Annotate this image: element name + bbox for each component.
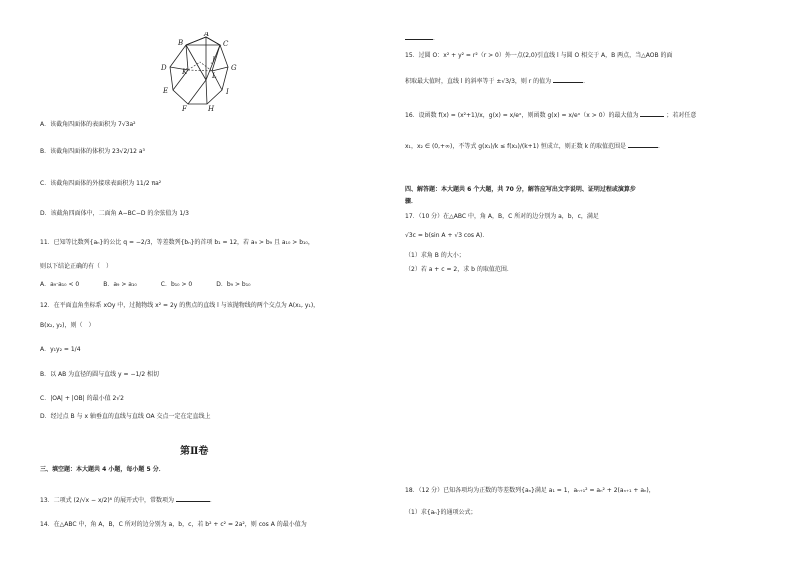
question-14-continued: ．: [405, 33, 439, 43]
vertex-label-d: D: [161, 64, 167, 72]
question-16-text: 16．设函数 f(x) = (x²+1)/x，g(x) = x/eˣ，则函数 g(x) = x/eˣ（x > 0）的最大值为: [405, 112, 639, 119]
question-17-part-1: （1）求角 B 的大小；: [405, 252, 465, 259]
vertex-label-e: E: [163, 87, 169, 95]
question-15-text: 积取最大值时，直线 l 的斜率等于 ±√3/3，则 r 的值为: [405, 78, 552, 85]
question-15: 15．过圆 O：x² + y² = r²（r > 0）外一点(2,0)引直线 l 与圆 O 相交于 A，B 两点，当△AOB 的面: [405, 52, 673, 59]
question-16: [405, 110, 696, 120]
question-17-part-2: （2）若 a + c = 2，求 b 的取值范围．: [405, 266, 513, 273]
option-b: B．该截角四面体的体积为 23√2/12 a³: [40, 148, 145, 155]
question-11-prompt: 则以下结论正确的有（ ）: [40, 263, 113, 270]
question-14: [40, 521, 307, 529]
question-17-equation: √3c = b(sin A + √3 cos A)．: [405, 232, 489, 239]
question-18-part-1: （1）求{aₙ}的通项公式；: [405, 509, 477, 516]
answer-blank: [176, 495, 210, 502]
answer-blank: [553, 76, 583, 83]
question-16-tail: ；若对任意: [666, 112, 697, 119]
vertex-label-c: C: [223, 40, 229, 48]
question-12-option-c: C．|OA| + |OB| 的最小值 2√2: [40, 395, 124, 402]
question-17: 17．（10 分）在△ABC 中，角 A，B，C 所对的边分别为 a，b，c，满足: [405, 213, 599, 220]
vertex-label-g: G: [231, 64, 237, 72]
answer-blank: [405, 33, 433, 40]
section-four-heading-cont: 骤．: [405, 198, 418, 205]
question-12-option-d: D．经过点 B 与 x 轴垂直的直线与直线 OA 交点一定在定直线上: [40, 413, 211, 420]
question-14-text: 14．在△ABC 中，角 A，B，C 所对的边分别为 a，b，c，若 b² + c² = 2a²，则 cos A 的最小值为: [40, 521, 307, 528]
section-three-heading: 三、填空题：本大题共 4 小题，每小题 5 分．: [40, 466, 165, 473]
option-c: C．该截角四面体的外接球表面积为 11/2 πa²: [40, 180, 162, 187]
question-11-options: A．a₉·a₁₀ < 0 B．a₉ > a₁₀ C．b₁₀ > 0 D．b₉ > b₁₀: [40, 281, 251, 288]
question-16-condition: x₁，x₂ ∈ (0,+∞)，不等式 g(x₁)/k ≤ f(x₂)/(k+1) 恒成立，则正数 k 的取值范围是: [405, 143, 627, 150]
question-11: 11．已知等比数列{aₙ}的公比 q = −2/3，等差数列{bₙ}的首项 b₁ = 12，若 a₉ > b₉ 且 a₁₀ > b₁₀，: [40, 239, 314, 246]
truncated-tetrahedron-figure: [160, 32, 280, 114]
question-12-prompt: B(x₂, y₂)，则（ ）: [40, 322, 95, 329]
vertex-label-h: H: [208, 105, 215, 113]
vertex-label-i: I: [226, 88, 229, 96]
vertex-label-a: A: [204, 32, 210, 38]
question-12-option-b: B．以 AB 为直径的圆与直线 y = −1/2 相切: [40, 371, 160, 378]
section-four-heading: 四、解答题：本大题共 6 个大题，共 70 分，解答应写出文字说明、证明过程或演算步: [405, 186, 636, 193]
question-15-line-2: 积取最大值时，直线 l 的斜率等于 ±√3/3，则 r 的值为 ．: [405, 78, 590, 85]
question-13: 13．二项式 (2/√x − x/2)⁶ 的展开式中，常数项为 ．: [40, 497, 216, 504]
vertex-label-f: F: [182, 105, 187, 113]
vertex-label-b: B: [178, 39, 184, 47]
option-a: A．该截角四面体的表面积为 7√3a²: [40, 121, 136, 128]
question-18: 18．（12 分）已知各项均为正数的等差数列{aₙ}满足 a₁ = 1，aₙ₊₁² = aₙ² + 2(aₙ₊₁ + aₙ)，: [405, 487, 655, 494]
question-12-option-a: A．y₁y₂ = 1/4: [40, 346, 81, 353]
part-two-heading: 第Ⅱ卷: [180, 446, 209, 457]
question-16-line-2: x₁，x₂ ∈ (0,+∞)，不等式 g(x₁)/k ≤ f(x₂)/(k+1) 恒成立，则正数 k 的取值范围是 ．: [405, 143, 664, 150]
vertex-label-j: J: [212, 56, 215, 64]
vertex-label-l: L: [212, 72, 217, 80]
vertex-label-k: K: [182, 68, 188, 76]
question-13-text: 13．二项式 (2/√x − x/2)⁶ 的展开式中，常数项为: [40, 497, 174, 504]
question-12: 12．在平面直角坐标系 xOy 中，过抛物线 x² = 2y 的焦点的直线 l 与该抛物线的两个交点为 A(x₁, y₁)，: [40, 302, 320, 309]
option-d: D．该截角四面体中，二面角 A−BC−D 的余弦值为 1/3: [40, 210, 189, 217]
answer-blank: [628, 141, 658, 148]
answer-blank: [640, 110, 664, 117]
